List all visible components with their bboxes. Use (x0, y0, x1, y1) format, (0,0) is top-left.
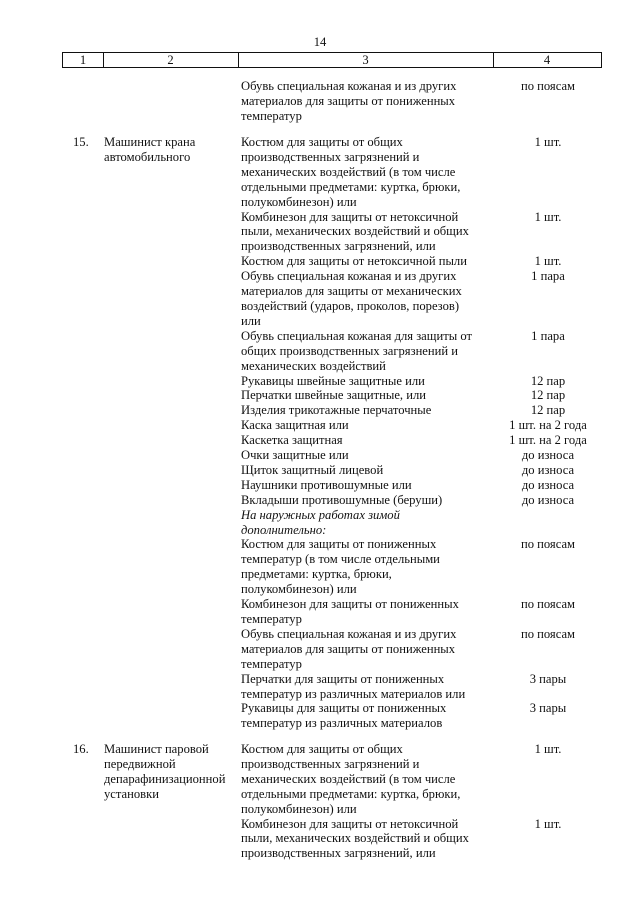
description-line: Перчатки для защиты от пониженных (241, 671, 445, 686)
item-description (241, 627, 489, 672)
description-line: температур (241, 612, 302, 626)
header-col-4: 4 (543, 53, 551, 67)
job-title (104, 742, 236, 802)
item-quantity: 1 шт. на 2 года (509, 433, 587, 448)
row-number: 16. (73, 742, 89, 756)
description-line: Обувь специальная кожаная и из других (241, 626, 457, 641)
job-title-line: Машинист паровой (104, 742, 209, 756)
item-quantity: 12 пар (530, 388, 566, 403)
description-line: температур из различных материалов (241, 716, 443, 731)
item-quantity: 1 пара (531, 328, 565, 343)
item-quantity: 1 шт. (534, 135, 562, 149)
description-line: температур из различных материалов или (241, 686, 466, 701)
description-line: пыли, механических воздействий и общих (241, 224, 469, 239)
item-description (241, 254, 489, 269)
description-line: полукомбинезон) или (241, 194, 357, 209)
job-title-line: депарафинизационной (104, 771, 226, 786)
list-item (241, 328, 565, 374)
section-note (241, 508, 489, 538)
list-item (241, 433, 587, 448)
description-line: производственных загрязнений и (241, 149, 420, 164)
list-item (241, 742, 562, 817)
description-line: механических воздействий (в том числе (241, 771, 456, 786)
list-item (241, 448, 575, 463)
description-line: механических воздействий (241, 358, 386, 373)
description-line: Костюм для защиты от общих (241, 742, 403, 756)
description-line: производственных загрязнений, или (241, 846, 436, 861)
description-line: Костюм для защиты от пониженных (241, 537, 437, 552)
item-quantity: 1 шт. (534, 816, 562, 831)
list-item (241, 388, 566, 403)
list-item (241, 418, 587, 433)
item-quantity: 1 шт. (534, 209, 562, 224)
item-description (241, 403, 489, 418)
item-quantity: по поясам (520, 537, 576, 552)
item-description (241, 537, 489, 597)
list-item (241, 79, 576, 124)
item-quantity: 3 пары (529, 671, 567, 686)
description-line: производственных загрязнений и (241, 756, 420, 771)
list-item (241, 816, 562, 862)
job-title-line: Машинист крана (104, 135, 196, 149)
item-quantity: 1 шт. на 2 года (509, 418, 587, 433)
items-column (241, 79, 576, 124)
item-description (241, 817, 489, 862)
description-line: Вкладыши противошумные (беруши) (241, 492, 443, 507)
item-description (241, 433, 489, 448)
items-column (241, 742, 562, 861)
item-description (241, 329, 489, 374)
description-line: Обувь специальная кожаная для защиты от (241, 328, 472, 343)
description-line: Изделия трикотажные перчаточные (241, 403, 432, 418)
list-item (241, 462, 575, 478)
description-line: производственных загрязнений, или (241, 239, 436, 254)
list-item (241, 671, 567, 702)
description-line: общих производственных загрязнений и (241, 343, 459, 358)
item-quantity: 12 пар (530, 373, 566, 388)
item-description (241, 493, 489, 508)
description-line: полукомбинезон) или (241, 801, 357, 816)
description-line: Рукавицы для защиты от пониженных (241, 701, 447, 716)
item-quantity: 12 пар (530, 403, 566, 418)
description-line: Щиток защитный лицевой (241, 462, 384, 477)
description-line: температур (в том числе отдельными (241, 552, 440, 567)
description-line: Наушники противошумные или (241, 477, 412, 492)
list-item (241, 477, 575, 493)
item-description (241, 269, 489, 329)
description-line: или (241, 313, 261, 328)
description-line: Каскетка защитная (241, 433, 343, 448)
list-item (241, 254, 562, 269)
description-line: механических воздействий (в том числе (241, 164, 456, 179)
description-line: предметами: куртка, брюки, (241, 567, 392, 582)
description-line: Рукавицы швейные защитные или (241, 373, 425, 388)
list-item (241, 403, 566, 418)
row-number: 15. (73, 135, 89, 149)
page-number: 14 (313, 35, 327, 49)
item-description (241, 418, 489, 433)
list-item (241, 373, 566, 389)
description-line: отдельными предметами: куртка, брюки, (241, 786, 461, 801)
job-title-line: автомобильного (104, 149, 191, 164)
item-description (241, 597, 489, 627)
description-line: Каска защитная или (241, 418, 349, 433)
description-line: Комбинезон для защиты от нетоксичной (241, 209, 459, 224)
item-quantity: до износа (521, 492, 575, 507)
description-line: дополнительно: (241, 522, 327, 537)
description-line: Очки защитные или (241, 448, 349, 463)
item-quantity: по поясам (520, 597, 576, 612)
item-description (241, 374, 489, 389)
item-quantity: по поясам (520, 79, 576, 93)
header-col-2: 2 (103, 53, 239, 67)
item-description (241, 210, 489, 255)
header-col-3: 3 (238, 53, 494, 67)
list-item (241, 626, 576, 672)
description-line: Перчатки швейные защитные, или (241, 388, 426, 403)
item-quantity: до износа (521, 462, 575, 477)
description-line: материалов для защиты от пониженных (241, 641, 456, 656)
list-item (241, 701, 567, 731)
items-column (241, 135, 587, 731)
description-line: материалов для защиты от пониженных (241, 93, 456, 108)
item-quantity: 1 шт. (534, 254, 562, 269)
item-description (241, 463, 489, 478)
description-line: температур (241, 108, 302, 123)
job-title-line: передвижной (104, 756, 176, 771)
item-quantity: 1 шт. (534, 742, 562, 756)
list-item (241, 269, 565, 329)
item-description (241, 478, 489, 493)
description-line: Комбинезон для защиты от нетоксичной (241, 816, 459, 831)
list-item (241, 537, 576, 597)
list-item (241, 508, 501, 538)
list-item (241, 209, 562, 255)
table-header-row (62, 52, 602, 68)
header-col-1: 1 (63, 53, 104, 67)
job-title (104, 135, 236, 165)
description-line: Обувь специальная кожаная и из других (241, 79, 457, 93)
description-line: Комбинезон для защиты от пониженных (241, 597, 459, 612)
item-description (241, 448, 489, 463)
item-quantity: до износа (521, 477, 575, 492)
description-line: температур (241, 656, 302, 671)
description-line: воздействий (ударов, проколов, порезов) (241, 298, 460, 313)
description-line: Обувь специальная кожаная и из других (241, 269, 457, 284)
item-description (241, 672, 489, 702)
item-description (241, 79, 489, 124)
list-item (241, 597, 576, 627)
item-description (241, 701, 489, 731)
item-description (241, 742, 489, 817)
item-quantity: до износа (521, 448, 575, 463)
item-quantity: 3 пары (529, 701, 567, 716)
description-line: Костюм для защиты от общих (241, 135, 403, 149)
description-line: отдельными предметами: куртка, брюки, (241, 179, 461, 194)
item-description (241, 388, 489, 403)
description-line: материалов для защиты от механических (241, 284, 462, 299)
description-line: На наружных работах зимой (241, 507, 400, 522)
item-quantity: по поясам (520, 626, 576, 641)
item-description (241, 135, 489, 210)
job-title-line: установки (104, 786, 159, 801)
item-quantity: 1 пара (531, 269, 565, 284)
description-line: полукомбинезон) или (241, 582, 357, 597)
list-item (241, 492, 575, 508)
description-line: Костюм для защиты от нетоксичной пыли (241, 254, 467, 269)
description-line: пыли, механических воздействий и общих (241, 831, 469, 846)
list-item (241, 135, 562, 210)
